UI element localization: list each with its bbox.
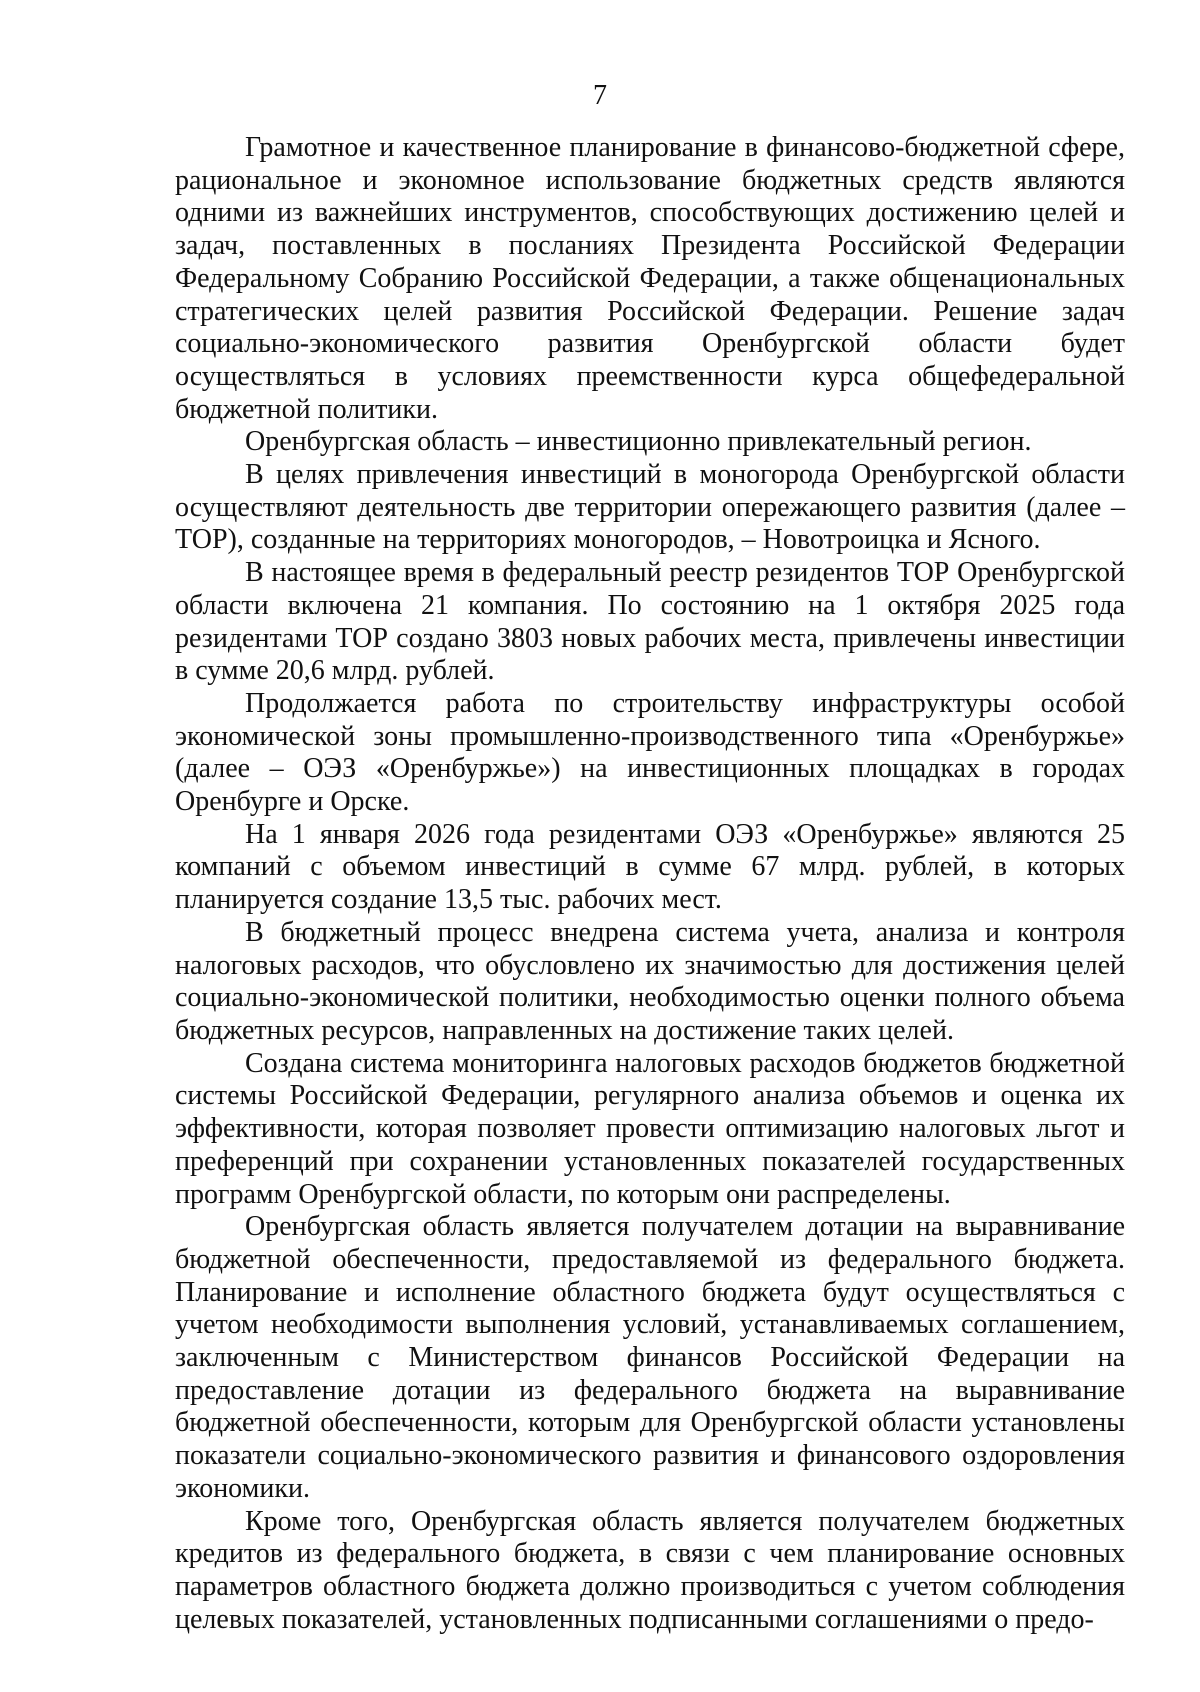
paragraph-5: Продолжается работа по строительству инфраструктуры особой экономической зоны промышленно-производственного типа «Оренбуржье» (далее – ОЭЗ «Оренбуржье») на инвестиционных площадках в городах Оренбурге и Орске. [175, 687, 1125, 818]
paragraph-6: На 1 января 2026 года резидентами ОЭЗ «Оренбуржье» являются 25 компаний с объемом инвестиций в сумме 67 млрд. рублей, в которых планируется создание 13,5 тыс. рабочих мест. [175, 818, 1125, 916]
paragraph-1: Грамотное и качественное планирование в финансово-бюджетной сфере, рациональное и экономное использование бюджетных средств являются одними из важнейших инструментов, способствующих достижению целей и задач, поставленных в посланиях Президента Российской Федерации Федеральному Собранию Российской Федерации, а также общенациональных стратегических целей развития Российской Федерации. Решение задач социально-экономического развития Оренбургской области будет осуществляться в условиях преемственности курса общефедеральной бюджетной политики. [175, 132, 1125, 425]
paragraph-3: В целях привлечения инвестиций в моногорода Оренбургской области осуществляют деятельность две территории опережающего развития (далее – ТОР), созданные на территориях моногородов, – Новотроицка и Ясного. [175, 459, 1125, 556]
paragraph-9: Оренбургская область является получателем дотации на выравнивание бюджетной обеспеченности, предоставляемой из федерального бюджета. Планирование и исполнение областного бюджета будут осуществляться с учетом необходимости выполнения условий, устанавливаемых соглашением, заключенным с Министерством финансов Российской Федерации на предоставление дотации из федерального бюджета на выравнивание бюджетной обеспеченности, которым для Оренбургской области установлены показатели социально-экономического развития и финансового оздоровления экономики. [175, 1211, 1125, 1504]
paragraph-8: Создана система мониторинга налоговых расходов бюджетов бюджетной системы Российской Федерации, регулярного анализа объемов и оценка их эффективности, которая позволяет провести оптимизацию налоговых льгот и преференций при сохранении установленных показателей государственных программ Оренбургской области, по которым они распределены. [175, 1047, 1125, 1210]
paragraph-7: В бюджетный процесс внедрена система учета, анализа и контроля налоговых расходов, что обусловлено их значимостью для достижения целей социально-экономической политики, необходимостью оценки полного объема бюджетных ресурсов, направленных на достижение таких целей. [175, 916, 1125, 1046]
paragraph-10: Кроме того, Оренбургская область является получателем бюджетных кредитов из федерального бюджета, в связи с чем планирование основных параметров областного бюджета должно производиться с учетом соблюдения целевых показателей, установленных подписанными соглашениями о предо- [175, 1505, 1125, 1635]
paragraph-2: Оренбургская область – инвестиционно привлекательный регион. [245, 426, 1032, 458]
page-number: 7 [593, 80, 607, 111]
paragraph-4: В настоящее время в федеральный реестр резидентов ТОР Оренбургской области включена 21 компания. По состоянию на 1 октября 2025 года резидентами ТОР создано 3803 новых рабочих места, привлечены инвестиции в сумме 20,6 млрд. рублей. [175, 557, 1125, 687]
document-body [175, 132, 1125, 1636]
